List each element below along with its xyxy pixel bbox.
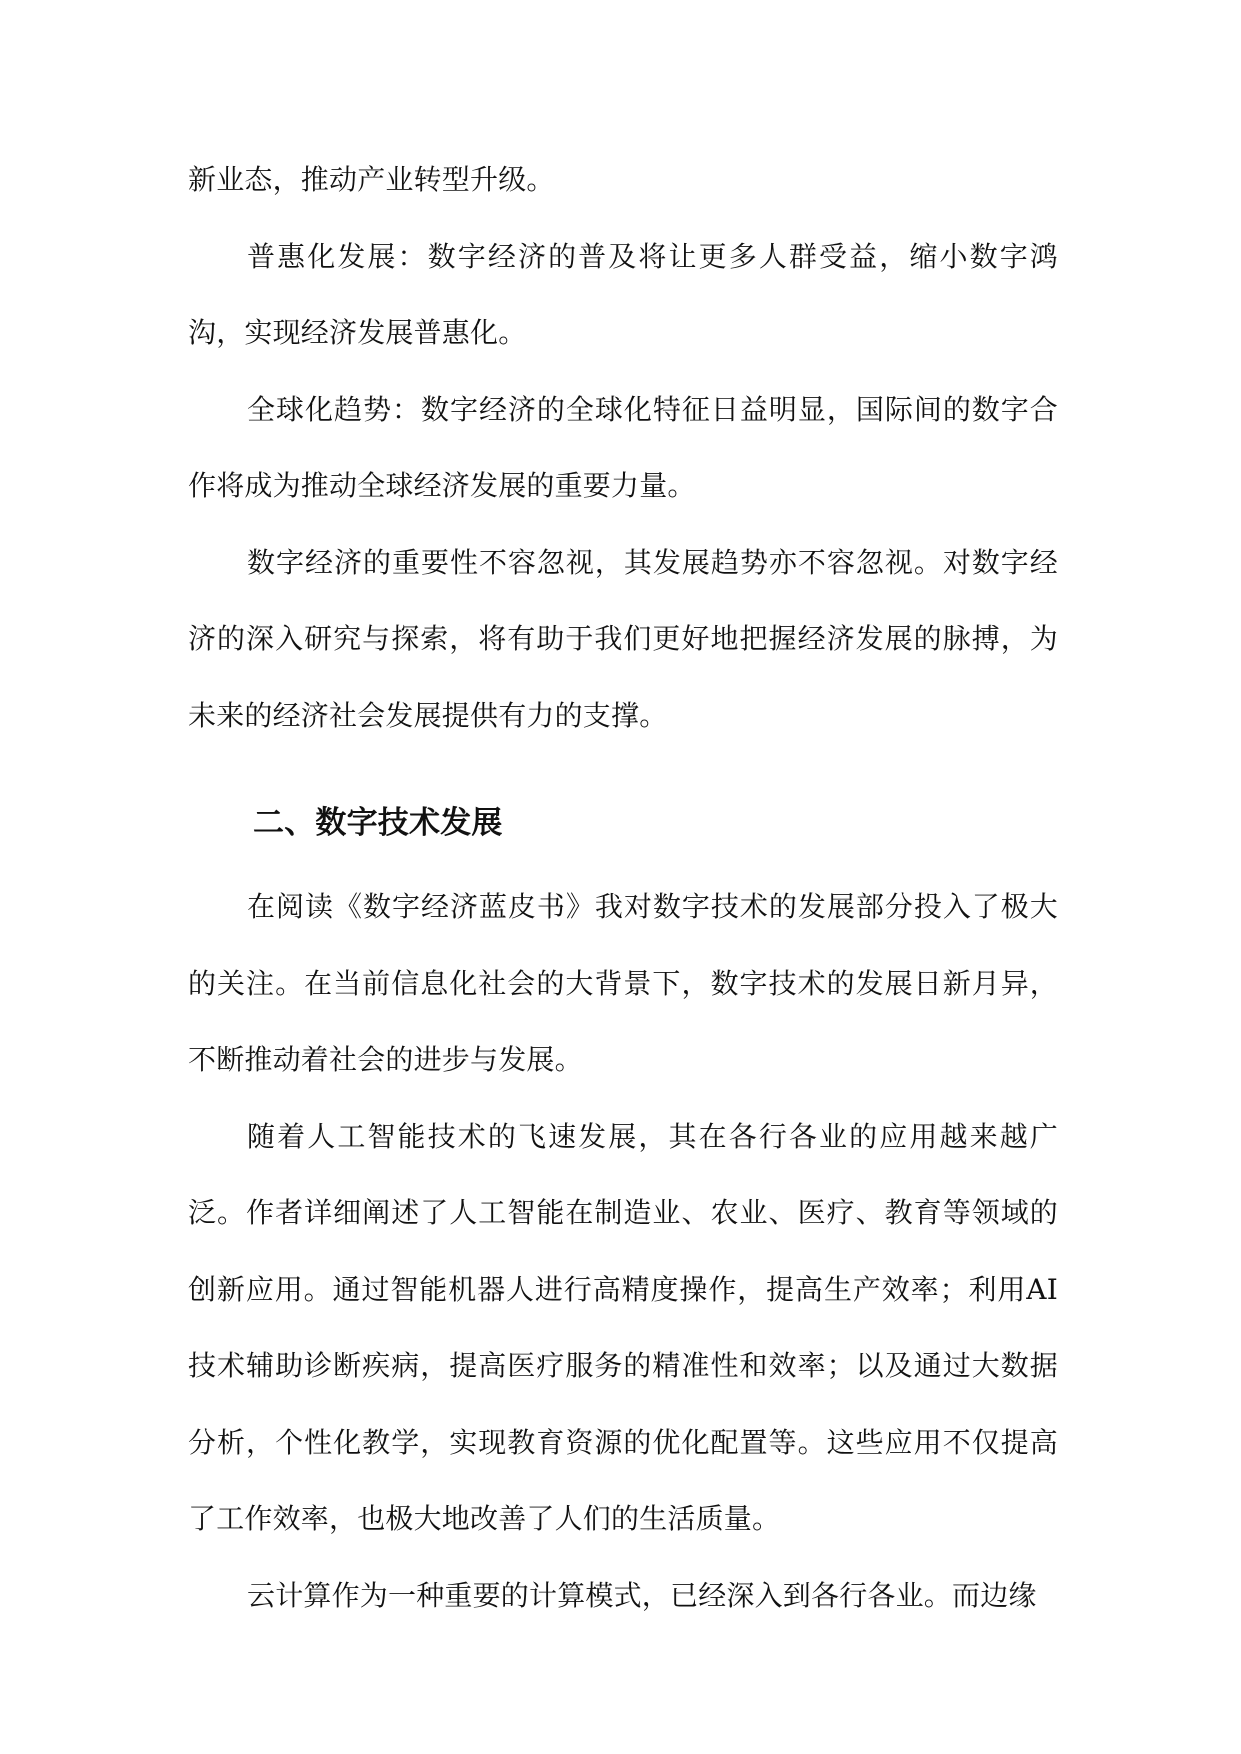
paragraph-ai-applications: 随着人工智能技术的飞速发展，其在各行各业的应用越来越广泛。作者详细阐述了人工智能在制造业、农业、医疗、教育等领域的创新应用。通过智能机器人进行高精度操作，提高生产效率；利用AI技术辅助诊断疾病，提高医疗服务的精准性和效率；以及通过大数据分析，个性化教学，实现教育资源的优化配置等。这些应用不仅提高了工作效率，也极大地改善了人们的生活质量。: [188, 1119, 1058, 1535]
paragraph-inclusive-development: 普惠化发展：数字经济的普及将让更多人群受益，缩小数字鸿沟，实现经济发展普惠化。: [188, 239, 1058, 349]
paragraph-importance-summary: 数字经济的重要性不容忽视，其发展趋势亦不容忽视。对数字经济的深入研究与探索，将有助于我们更好地把握经济发展的脉搏，为未来的经济社会发展提供有力的支撑。: [188, 545, 1058, 732]
document-body: [188, 142, 1058, 1634]
section-heading: 二、数字技术发展: [253, 805, 503, 841]
paragraph-reading-intro: 在阅读《数字经济蓝皮书》我对数字技术的发展部分投入了极大的关注。在当前信息化社会的大背景下，数字技术的发展日新月异，不断推动着社会的进步与发展。: [188, 890, 1058, 1076]
paragraph-continuation: 新业态，推动产业转型升级。: [188, 163, 555, 196]
paragraph-globalization-trend: 全球化趋势：数字经济的全球化特征日益明显，国际间的数字合作将成为推动全球经济发展的重要力量。: [188, 392, 1058, 502]
paragraph-cloud-computing: 云计算作为一种重要的计算模式，已经深入到各行各业。而边缘: [247, 1578, 1037, 1612]
